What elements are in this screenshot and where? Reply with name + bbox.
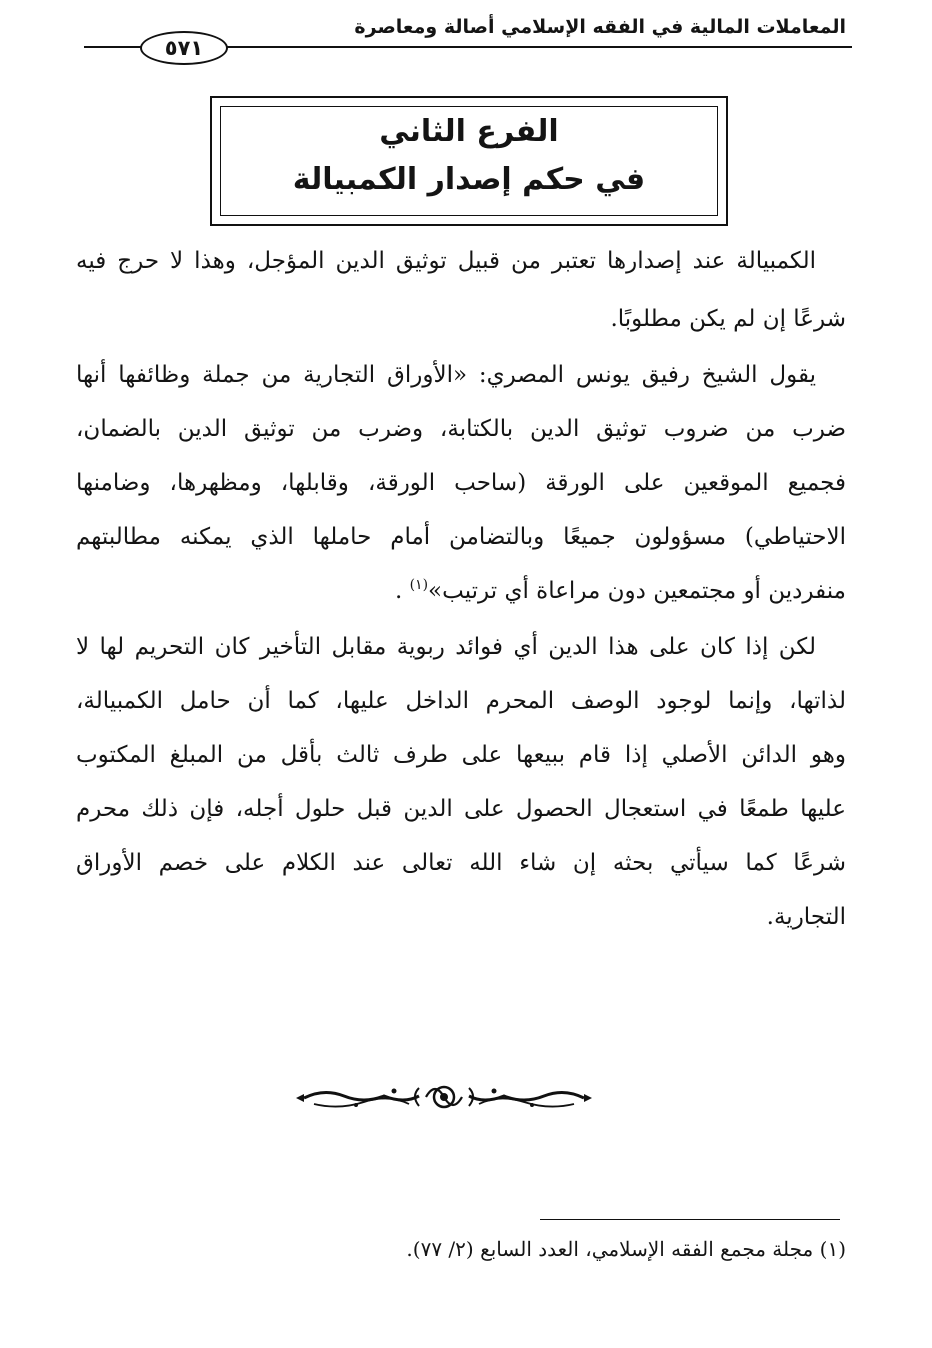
paragraph-2-line-2: ضرب من ضروب توثيق الدين بالكتابة، وضرب من توثيق الدين بالضمان،	[76, 416, 846, 442]
decorative-ornament	[294, 1074, 594, 1120]
paragraph-2-line-5	[76, 574, 846, 608]
paragraph-1-line-1: الكمبيالة عند إصدارها تعتبر من قبيل توثيق الدين المؤجل، وهذا لا حرج فيه	[76, 248, 816, 274]
paragraph-2-line-5-text: منفردين أو مجتمعين دون مراعاة أي ترتيب»	[428, 578, 846, 604]
footnote-1: (١) مجلة مجمع الفقه الإسلامي، العدد السابع (٢/ ٧٧).	[406, 1237, 846, 1261]
paragraph-3-line-4: عليها طمعًا في استعجال الحصول على الدين قبل حلول أجله، فإن ذلك محرم	[76, 796, 846, 822]
paragraph-3-line-5: شرعًا كما سيأتي بحثه إن شاء الله تعالى عند الكلام على خصم الأوراق	[76, 850, 846, 876]
footnote-reference: (١)	[409, 577, 429, 593]
footnote-separator	[540, 1219, 840, 1220]
section-title: الفرع الثاني	[379, 114, 559, 149]
paragraph-2-line-3: فجميع الموقعين على الورقة (ساحب الورقة، وقابلها، ومظهرها، وضامنها	[76, 470, 846, 496]
section-title-box	[210, 96, 728, 226]
page-number: ٥٧١	[140, 31, 228, 65]
sentence-period: .	[394, 578, 410, 604]
paragraph-3-line-3: وهو الدائن الأصلي إذا قام ببيعها على طرف ثالث بأقل من المبلغ المكتوب	[76, 742, 846, 768]
paragraph-3-line-2: لذاتها، وإنما لوجود الوصف المحرم الداخل عليها، كما أن حامل الكمبيالة،	[76, 688, 846, 714]
paragraph-3-line-1: لكن إذا كان على هذا الدين أي فوائد ربوية مقابل التأخير كان التحريم لها لا	[76, 634, 816, 660]
paragraph-2-line-4: الاحتياطي) مسؤولون جميعًا وبالتضامن أمام حاملها الذي يمكنه مطالبتهم	[76, 524, 846, 550]
running-header: المعاملات المالية في الفقه الإسلامي أصالة ومعاصرة	[354, 16, 846, 38]
paragraph-2-line-1: يقول الشيخ رفيق يونس المصري: «الأوراق التجارية من جملة وظائفها أنها	[76, 362, 816, 388]
paragraph-1-line-2: شرعًا إن لم يكن مطلوبًا.	[610, 306, 846, 332]
paragraph-3-line-6: التجارية.	[766, 904, 846, 930]
section-subtitle: في حكم إصدار الكمبيالة	[292, 162, 646, 197]
